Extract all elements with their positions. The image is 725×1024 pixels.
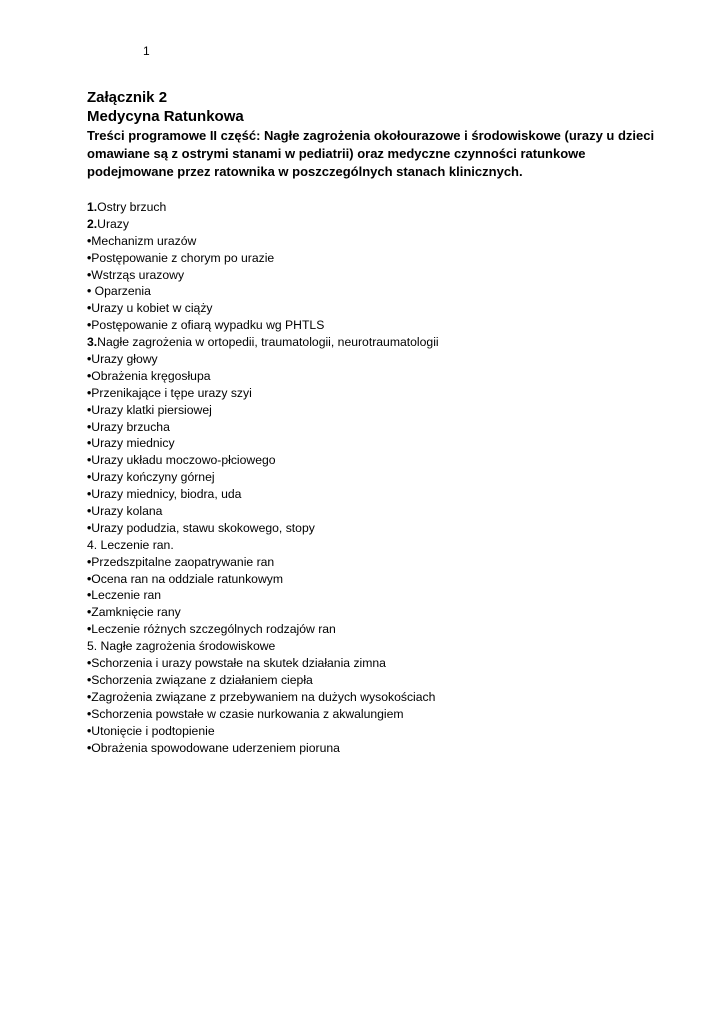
- bullet-icon: •: [87, 622, 92, 637]
- item-text: Ocena ran na oddziale ratunkowym: [91, 571, 284, 586]
- bullet-icon: •: [87, 571, 92, 586]
- bullet-icon: •: [87, 470, 92, 485]
- subject-title: Medycyna Ratunkowa: [87, 108, 244, 125]
- list-item: [87, 672, 667, 689]
- list-item: [87, 469, 667, 486]
- item-text: Oparzenia: [91, 284, 151, 299]
- bullet-icon: •: [87, 368, 92, 383]
- bullet-icon: •: [87, 453, 92, 468]
- bullet-icon: •: [87, 419, 92, 434]
- section-number: 3.: [87, 335, 98, 350]
- item-text: Urazy głowy: [91, 352, 158, 367]
- list-item: [87, 621, 667, 638]
- list-item: [87, 317, 667, 334]
- list-item: [87, 503, 667, 520]
- item-text: Leczenie różnych szczególnych rodzajów ran: [91, 622, 336, 637]
- item-text: Urazy miednicy, biodra, uda: [91, 487, 242, 502]
- item-text: Przenikające i tępe urazy szyi: [91, 385, 252, 400]
- item-text: 5. Nagłe zagrożenia środowiskowe: [87, 639, 276, 654]
- list-item: [87, 452, 667, 469]
- item-text: Mechanizm urazów: [91, 233, 197, 248]
- item-text: 4. Leczenie ran.: [87, 537, 174, 552]
- bullet-icon: •: [87, 385, 92, 400]
- item-text: Urazy klatki piersiowej: [91, 402, 212, 417]
- item-text: Urazy u kobiet w ciąży: [91, 301, 213, 316]
- annex-title: Załącznik 2: [87, 89, 168, 106]
- content-outline: [87, 199, 667, 756]
- item-text: Obrażenia kręgosłupa: [91, 368, 211, 383]
- section-heading: [87, 537, 667, 554]
- bullet-icon: •: [87, 689, 92, 704]
- item-text: Urazy brzucha: [91, 419, 170, 434]
- item-text: Urazy układu moczowo-płciowego: [91, 453, 276, 468]
- item-text: Schorzenia związane z działaniem ciepła: [91, 672, 313, 687]
- list-item: [87, 402, 667, 419]
- item-text: Przedszpitalne zaopatrywanie ran: [91, 554, 275, 569]
- item-text: Zagrożenia związane z przebywaniem na dużych wysokościach: [91, 689, 436, 704]
- list-item: [87, 740, 667, 757]
- item-text: Leczenie ran: [91, 588, 162, 603]
- bullet-icon: •: [87, 352, 92, 367]
- document-header: [87, 88, 667, 181]
- list-item: [87, 419, 667, 436]
- list-item: [87, 520, 667, 537]
- item-text: Postępowanie z ofiarą wypadku wg PHTLS: [91, 318, 325, 333]
- section-heading: [87, 334, 667, 351]
- list-item: [87, 368, 667, 385]
- bullet-icon: •: [87, 588, 92, 603]
- bullet-icon: •: [87, 487, 92, 502]
- bullet-icon: •: [87, 250, 92, 265]
- bullet-icon: •: [87, 740, 92, 755]
- section-number: 2.: [87, 216, 98, 231]
- list-item: [87, 300, 667, 317]
- list-item: [87, 283, 667, 300]
- list-item: [87, 486, 667, 503]
- bullet-icon: •: [87, 672, 92, 687]
- item-text: Urazy: [97, 216, 129, 231]
- bullet-icon: •: [87, 267, 92, 282]
- page-number: 1: [143, 44, 150, 58]
- list-item: [87, 655, 667, 672]
- item-text: Utonięcie i podtopienie: [91, 723, 215, 738]
- bullet-icon: •: [87, 706, 92, 721]
- bullet-icon: •: [87, 318, 92, 333]
- section-heading: [87, 638, 667, 655]
- program-intro: Treści programowe II część: Nagłe zagrożenia okołourazowe i środowiskowe (urazy u dzieci omawiane są z ostrymi stanami w pediatrii) oraz medyczne czynności ratunkowe podejmowane przez ratownika w poszczególnych stanach klinicznych.: [87, 128, 655, 179]
- list-item: [87, 351, 667, 368]
- bullet-icon: •: [87, 723, 92, 738]
- item-text: Schorzenia i urazy powstałe na skutek działania zimna: [91, 656, 386, 671]
- list-item: [87, 385, 667, 402]
- item-text: Obrażenia spowodowane uderzeniem pioruna: [91, 740, 340, 755]
- bullet-icon: •: [87, 233, 92, 248]
- list-item: [87, 587, 667, 604]
- item-text: Ostry brzuch: [97, 200, 167, 214]
- list-item: [87, 723, 667, 740]
- bullet-icon: •: [87, 402, 92, 417]
- item-text: Wstrząs urazowy: [91, 267, 185, 282]
- item-text: Nagłe zagrożenia w ortopedii, traumatologii, neurotraumatologii: [97, 335, 439, 350]
- list-item: [87, 267, 667, 284]
- item-text: Urazy miednicy: [91, 436, 175, 451]
- item-text: Urazy kolana: [91, 504, 163, 519]
- bullet-icon: •: [87, 554, 92, 569]
- list-item: [87, 571, 667, 588]
- list-item: [87, 689, 667, 706]
- section-heading: [87, 199, 667, 216]
- bullet-icon: •: [87, 284, 92, 299]
- item-text: Urazy kończyny górnej: [91, 470, 215, 485]
- section-heading: [87, 216, 667, 233]
- item-text: Schorzenia powstałe w czasie nurkowania z akwalungiem: [91, 706, 404, 721]
- bullet-icon: •: [87, 301, 92, 316]
- item-text: Zamknięcie rany: [91, 605, 181, 620]
- bullet-icon: •: [87, 504, 92, 519]
- list-item: [87, 435, 667, 452]
- bullet-icon: •: [87, 656, 92, 671]
- list-item: [87, 706, 667, 723]
- bullet-icon: •: [87, 520, 92, 535]
- item-text: Postępowanie z chorym po urazie: [91, 250, 275, 265]
- bullet-icon: •: [87, 436, 92, 451]
- bullet-icon: •: [87, 605, 92, 620]
- section-number: 1.: [87, 200, 98, 214]
- list-item: [87, 250, 667, 267]
- item-text: Urazy podudzia, stawu skokowego, stopy: [91, 520, 315, 535]
- list-item: [87, 554, 667, 571]
- list-item: [87, 233, 667, 250]
- list-item: [87, 604, 667, 621]
